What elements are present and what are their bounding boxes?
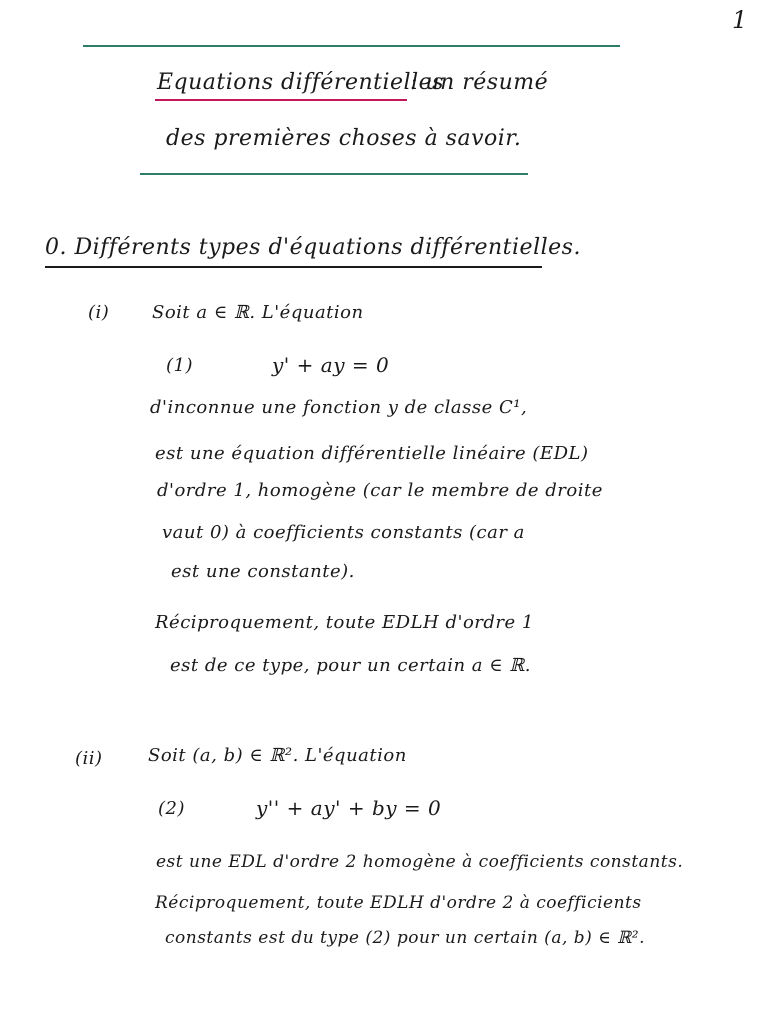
part-ii-label: (ii) [75, 748, 103, 769]
bottom-rule [140, 173, 528, 175]
top-rule [83, 45, 620, 47]
part-i-reciprocal: est de ce type, pour un certain a ∈ ℝ. [170, 655, 531, 676]
title-part1: Equations différentielles [157, 70, 444, 95]
section-underline [45, 266, 542, 268]
part-ii-line: est une EDL d'ordre 2 homogène à coefficients constants. [156, 852, 684, 872]
part-i-reciprocal: Réciproquement, toute EDLH d'ordre 1 [155, 612, 534, 633]
title-line2: des premières choses à savoir. [166, 126, 522, 151]
part-i-line: d'inconnue une fonction y de classe C¹, [150, 397, 528, 418]
equation-2-label: (2) [158, 798, 185, 819]
part-i-line: vaut 0) à coefficients constants (car a [162, 522, 525, 543]
page-number: 1 [732, 6, 748, 34]
part-i-label: (i) [88, 302, 110, 323]
equation-1-label: (1) [166, 355, 193, 376]
part-ii-line: constants est du type (2) pour un certain (a, b) ∈ ℝ². [165, 928, 646, 948]
equation-2: y'' + ay' + by = 0 [256, 796, 442, 820]
part-ii-line: Réciproquement, toute EDLH d'ordre 2 à coefficients [155, 893, 642, 913]
section-heading: 0. Différents types d'équations différentielles. [45, 235, 581, 260]
equation-1: y' + ay = 0 [272, 353, 390, 377]
part-i-intro: Soit a ∈ ℝ. L'équation [152, 302, 364, 323]
title-part2: : un résumé [410, 70, 549, 95]
part-i-line: d'ordre 1, homogène (car le membre de droite [157, 480, 603, 501]
part-ii-intro: Soit (a, b) ∈ ℝ². L'équation [148, 745, 407, 766]
part-i-line: est une constante). [171, 561, 355, 582]
part-i-line: est une équation différentielle linéaire (EDL) [155, 443, 589, 464]
title-underline [155, 99, 407, 101]
